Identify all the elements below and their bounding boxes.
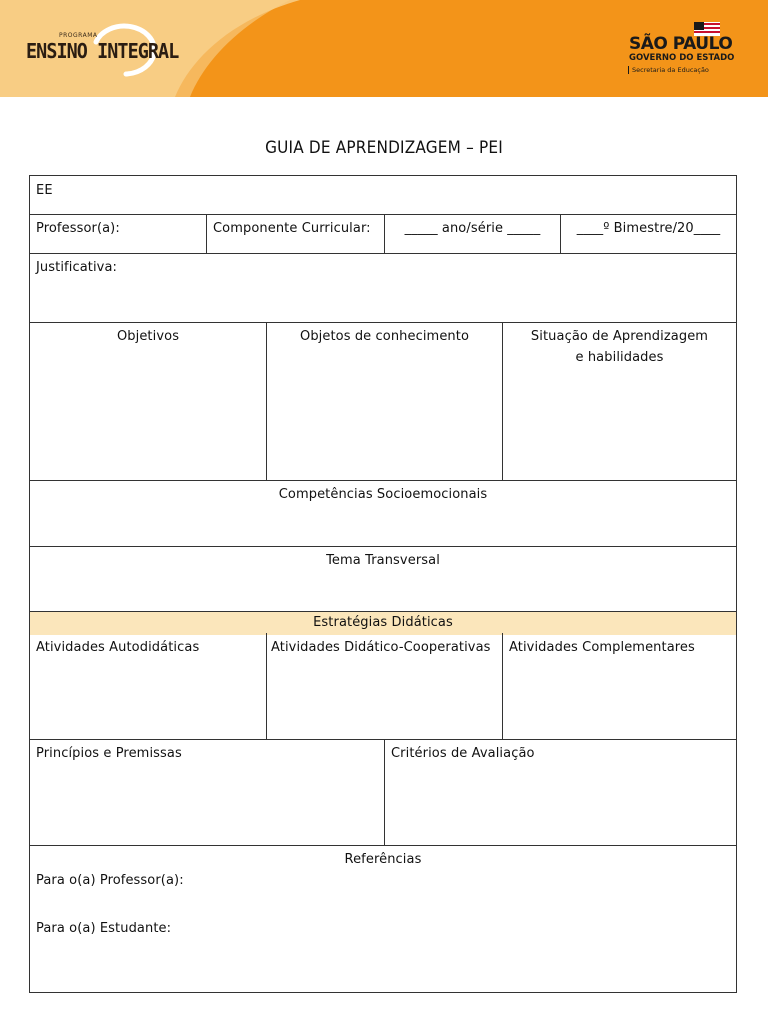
program-small-label: PROGRAMA bbox=[59, 32, 98, 39]
sao-paulo-logo bbox=[626, 20, 746, 80]
professor-field[interactable] bbox=[30, 214, 206, 253]
tema-field[interactable] bbox=[30, 546, 736, 611]
state-name: SÃO PAULO bbox=[629, 34, 733, 54]
competencias-label: Competências Socioemocionais bbox=[278, 487, 488, 502]
autodidaticas-label: Atividades Autodidáticas bbox=[36, 640, 200, 655]
estrategias-header bbox=[30, 611, 736, 633]
situacao-field[interactable] bbox=[503, 322, 736, 480]
ano-serie-field[interactable] bbox=[385, 214, 560, 253]
justificativa-field[interactable] bbox=[30, 253, 736, 322]
state-subtitle: GOVERNO DO ESTADO bbox=[629, 53, 735, 63]
ee-field[interactable] bbox=[30, 176, 736, 214]
referencias-field[interactable] bbox=[30, 845, 736, 992]
objetivos-label: Objetivos bbox=[116, 329, 180, 344]
header-banner bbox=[0, 0, 768, 97]
complementares-label: Atividades Complementares bbox=[509, 640, 695, 655]
learning-guide-form bbox=[29, 175, 737, 993]
program-name: ENSINO INTEGRAL bbox=[26, 39, 179, 63]
criterios-field[interactable] bbox=[385, 739, 736, 845]
competencias-field[interactable] bbox=[30, 480, 736, 546]
bimestre-label: ____º Bimestre/20____ bbox=[576, 221, 721, 236]
componente-label: Componente Curricular: bbox=[213, 221, 371, 236]
situacao-label-line1: Situação de Aprendizagem bbox=[530, 329, 709, 344]
justificativa-label: Justificativa: bbox=[36, 260, 118, 275]
situacao-label-line2: e habilidades bbox=[575, 350, 664, 365]
componente-field[interactable] bbox=[207, 214, 384, 253]
objetos-field[interactable] bbox=[267, 322, 502, 480]
autodidaticas-field[interactable] bbox=[30, 633, 266, 739]
secretariat-label: Secretaria da Educação bbox=[628, 66, 709, 74]
spacer bbox=[36, 891, 730, 918]
complementares-field[interactable] bbox=[503, 633, 736, 739]
para-estudante-label: Para o(a) Estudante: bbox=[36, 921, 172, 936]
principios-label: Princípios e Premissas bbox=[36, 746, 182, 761]
principios-field[interactable] bbox=[30, 739, 384, 845]
ee-label: EE bbox=[36, 183, 53, 198]
ensino-integral-logo bbox=[24, 22, 184, 82]
para-professor-label: Para o(a) Professor(a): bbox=[36, 873, 184, 888]
referencias-label: Referências bbox=[344, 852, 422, 867]
cooperativas-field[interactable] bbox=[267, 633, 502, 739]
objetos-label: Objetos de conhecimento bbox=[299, 329, 470, 344]
page-title: GUIA DE APRENDIZAGEM – PEI bbox=[265, 138, 503, 158]
estrategias-label: Estratégias Didáticas bbox=[313, 615, 453, 630]
objetivos-field[interactable] bbox=[30, 322, 266, 480]
cooperativas-label: Atividades Didático-Cooperativas bbox=[271, 640, 491, 655]
tema-label: Tema Transversal bbox=[326, 553, 440, 568]
bimestre-field[interactable] bbox=[561, 214, 736, 253]
professor-label: Professor(a): bbox=[36, 221, 120, 236]
criterios-label: Critérios de Avaliação bbox=[391, 746, 535, 761]
ano-serie-label: _____ ano/série _____ bbox=[404, 221, 541, 236]
